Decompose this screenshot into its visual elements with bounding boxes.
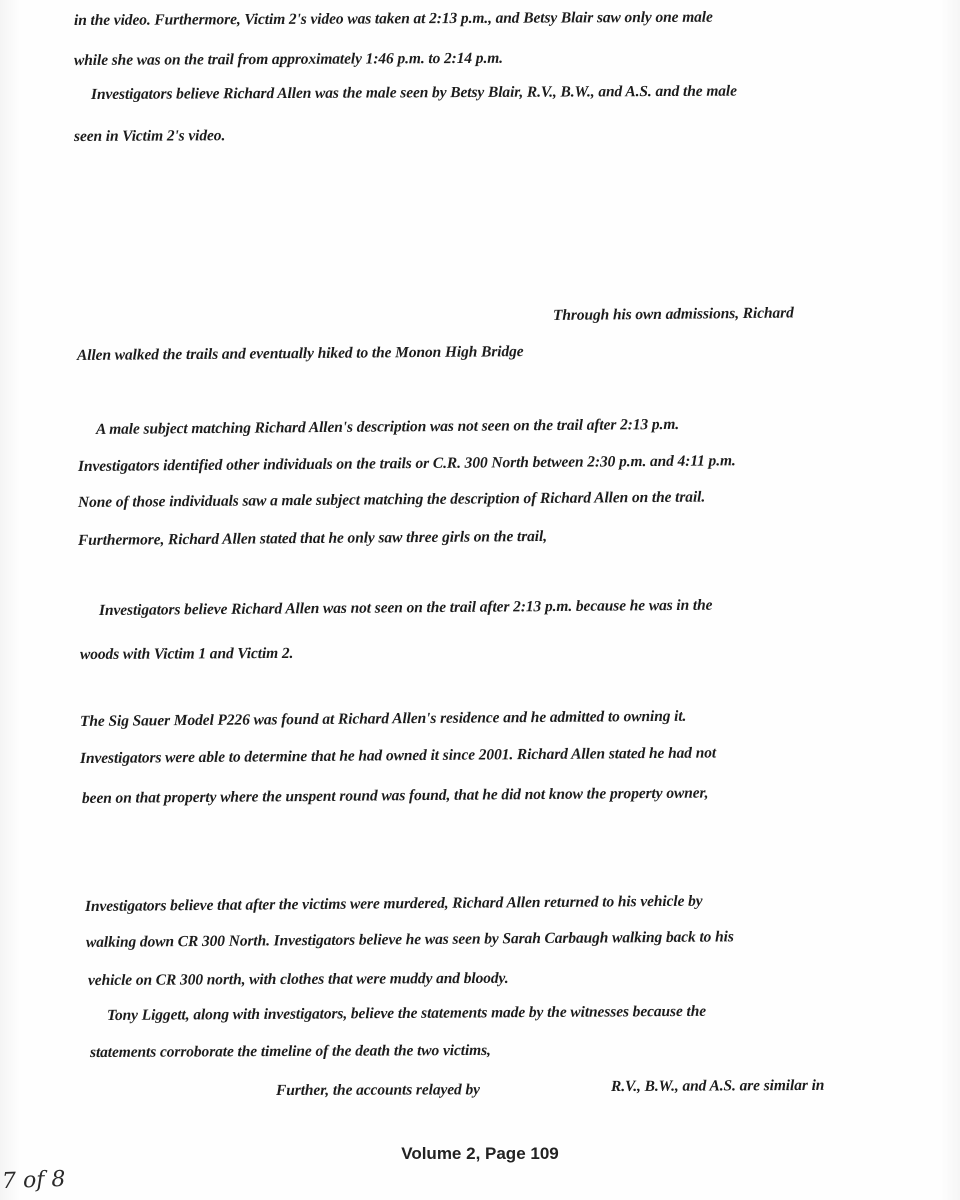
text-line: Through his own admissions, Richard	[552, 304, 794, 324]
text-line: woods with Victim 1 and Victim 2.	[79, 644, 294, 663]
text-line: Investigators believe that after the victims were murdered, Richard Allen returned to his vehicle by	[84, 892, 703, 915]
text-line: in the video. Furthermore, Victim 2's video was taken at 2:13 p.m., and Betsy Blair saw only one male	[73, 8, 713, 29]
text-line: Investigators were able to determine that he had owned it since 2001. Richard Allen stated he had not	[79, 744, 717, 767]
text-line: A male subject matching Richard Allen's description was not seen on the trail after 2:13 p.m.	[95, 415, 680, 438]
text-line: Tony Liggett, along with investigators, believe the statements made by the witnesses because the	[106, 1002, 707, 1024]
text-line: Allen walked the trails and eventually hiked to the Monon High Bridge	[76, 343, 524, 364]
page-footer: Volume 2, Page 109	[401, 1144, 559, 1163]
text-line: None of those individuals saw a male subject matching the description of Richard Allen on the trail.	[77, 488, 706, 511]
text-line: walking down CR 300 North. Investigators believe he was seen by Sarah Carbaugh walking back to his	[85, 928, 734, 951]
text-line: Furthermore, Richard Allen stated that he only saw three girls on the trail,	[77, 527, 548, 549]
text-line: The Sig Sauer Model P226 was found at Richard Allen's residence and he admitted to owning it.	[79, 707, 687, 730]
text-line: statements corroborate the timeline of the death the two victims,	[89, 1041, 491, 1061]
text-line: Investigators identified other individuals on the trails or C.R. 300 North between 2:30 p.m. and 4:11 p.m.	[77, 452, 736, 475]
text-line: seen in Victim 2's video.	[73, 127, 226, 145]
text-line: been on that property where the unspent round was found, that he did not know the property owner,	[81, 784, 709, 807]
text-line: R.V., B.W., and A.S. are similar in	[610, 1076, 825, 1095]
text-line: Investigators believe Richard Allen was not seen on the trail after 2:13 p.m. because he was in the	[98, 596, 713, 619]
text-line: Further, the accounts relayed by	[275, 1081, 480, 1099]
text-line: Investigators believe Richard Allen was the male seen by Betsy Blair, R.V., B.W., and A.S. and the male	[90, 82, 737, 103]
text-line: while she was on the trail from approximately 1:46 p.m. to 2:14 p.m.	[73, 49, 503, 69]
text-line: vehicle on CR 300 north, with clothes that were muddy and bloody.	[87, 969, 509, 989]
handwritten-page-note: 7 of 8	[1, 1166, 66, 1195]
